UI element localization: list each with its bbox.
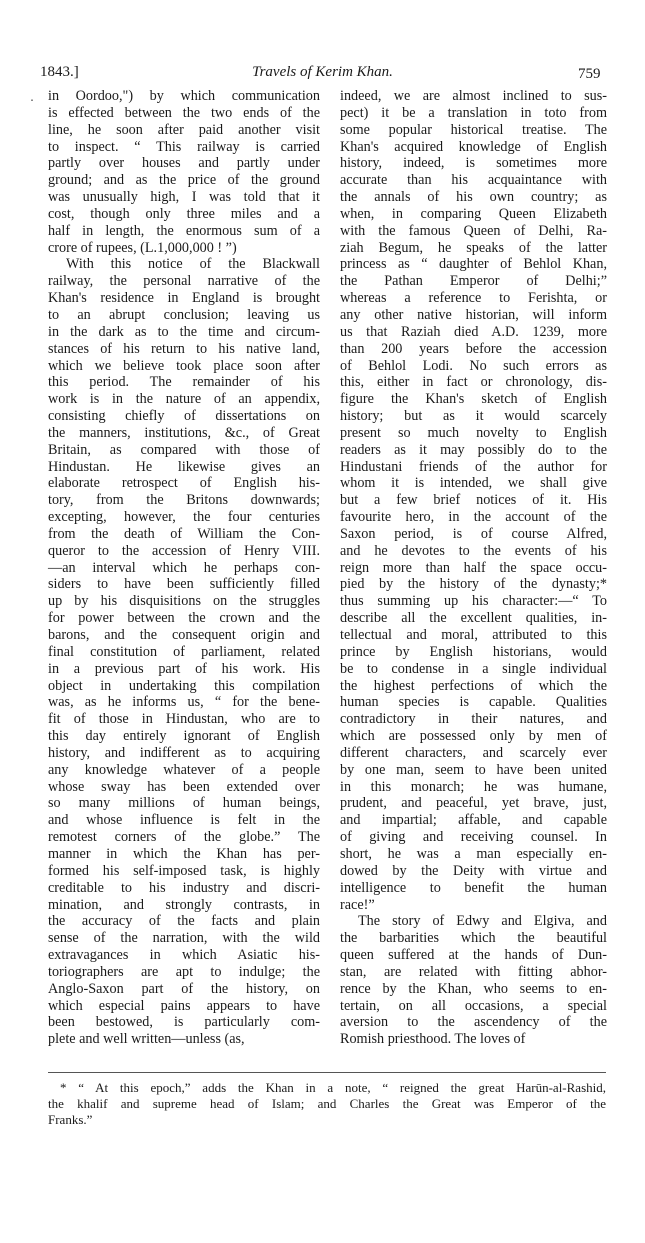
- text-line: tellectual and moral, attributed to this: [340, 627, 607, 643]
- text-line: us that Raziah died A.D. 1239, more: [340, 323, 607, 340]
- text-line: stances of his return to his native land,: [48, 340, 320, 357]
- text-line: when, in comparing Queen Elizabeth: [340, 205, 607, 222]
- text-line: short, he was a man especially en-: [340, 845, 607, 862]
- text-line: intelligence to benefit the human: [340, 879, 607, 896]
- text-line: Anglo-Saxon part of the history, on: [48, 980, 320, 997]
- header-year: 1843.]: [40, 64, 79, 80]
- text-line: cost, though only three miles and a: [48, 205, 320, 222]
- text-line: but a few brief notices of it. His: [340, 492, 607, 509]
- footnote: [48, 1080, 606, 1128]
- text-line: been bestowed, is particularly com-: [48, 1014, 320, 1031]
- text-line: excepting, however, the four centuries: [48, 509, 320, 526]
- text-line: was unusually high, I was told that it: [48, 189, 320, 206]
- text-line: tertain, on all occasions, a special: [340, 997, 607, 1014]
- text-line: pect) it be a translation in toto from: [340, 104, 607, 121]
- text-line: toriographers are apt to indulge; the: [48, 963, 320, 980]
- text-line: contradictory in their natures, and: [340, 711, 607, 728]
- text-line: reign more than half the space occu-: [340, 559, 607, 576]
- text-line: describe all the excellent qualities, in-: [340, 610, 607, 627]
- text-line: be to condense in a single individual: [340, 660, 607, 677]
- text-line: pied by the history of the dynasty;*: [340, 576, 607, 593]
- text-line: Hindustani friends of the author for: [340, 458, 607, 475]
- text-line: favourite hero, in the account of the: [340, 509, 607, 526]
- text-line: final constitution of parliament, related: [48, 643, 320, 660]
- text-line: indeed, we are almost inclined to sus-: [340, 88, 607, 104]
- text-line: ziah Begum, he speaks of the latter: [340, 239, 607, 256]
- text-line: mination, and strongly contrasts, in: [48, 896, 320, 913]
- text-line: with the famous Queen of Delhi, Ra-: [340, 222, 607, 239]
- text-line: which we believe took place soon after: [48, 357, 320, 374]
- text-line: dowed by the Deity with virtue and: [340, 862, 607, 879]
- header-title: Travels of Kerim Khan.: [252, 64, 393, 80]
- text-line: extravagances in which Asiatic his-: [48, 947, 320, 964]
- text-line: to an abrupt conclusion; leaving us: [48, 306, 320, 323]
- text-line: whom it is intended, we shall give: [340, 475, 607, 492]
- text-line: queen suffered at the hands of Dun-: [340, 947, 607, 964]
- footnote-rule: [48, 1072, 606, 1073]
- footnote-line: * “ At this epoch,” adds the Khan in a note, “ reigned the great Harūn-al-Rashid,: [60, 1080, 606, 1095]
- text-line: the manners, institutions, &c., of Great: [48, 424, 320, 441]
- text-line: for power between the crown and the: [48, 610, 320, 627]
- text-line: human species is capable. Qualities: [340, 694, 607, 711]
- text-line: history, and indifferent as to acquiring: [48, 744, 320, 761]
- text-line: of Behlol Lodi. No such errors as: [340, 357, 607, 374]
- text-line: manner in which the Khan has per-: [48, 845, 320, 862]
- text-line: in Oordoo,") by which communication: [48, 88, 320, 104]
- text-line: Hindustan. He likewise gives an: [48, 458, 320, 475]
- text-line: Khan's acquired knowledge of English: [340, 138, 607, 155]
- text-line: some popular historical treatise. The: [340, 121, 607, 138]
- text-line: plete and well written—unless (as,: [48, 1031, 245, 1048]
- page-number: 759: [578, 66, 601, 82]
- text-line: the highest perfections of which the: [340, 677, 607, 694]
- running-header: [0, 64, 645, 84]
- text-line: of giving and receiving counsel. In: [340, 829, 607, 846]
- text-line: accurate than his acquaintance with: [340, 172, 607, 189]
- text-line: prudent, and peaceful, yet brave, just,: [340, 795, 607, 812]
- text-line: ground; and as the price of the ground: [48, 172, 320, 189]
- text-line: sense of the narration, with the wild: [48, 930, 320, 947]
- text-line: Britain, as compared with those of: [48, 441, 320, 458]
- text-line: the Pathan Emperor of Delhi;”: [340, 273, 607, 290]
- text-line: this, either in fact or chronology, dis-: [340, 374, 607, 391]
- text-line: race!”: [340, 896, 375, 913]
- text-line: object in undertaking this compilation: [48, 677, 320, 694]
- footnote-line: the khalif and supreme head of Islam; and Charles the Great was Emperor of the: [48, 1096, 606, 1111]
- text-line: figure the Khan's sketch of English: [340, 391, 607, 408]
- text-line: readers as it may possibly do to the: [340, 441, 607, 458]
- text-line: present so much novelty to English: [340, 424, 607, 441]
- text-line: this period. The remainder of his: [48, 374, 320, 391]
- text-line: in the dark as to the time and circum-: [48, 323, 320, 340]
- text-line: crore of rupees, (L.1,000,000 ! ”): [48, 239, 237, 256]
- left-column: [48, 88, 320, 1048]
- text-line: queror to the accession of Henry VIII.: [48, 542, 320, 559]
- text-line: in a previous part of his work. His: [48, 660, 320, 677]
- text-line: —an interval which he perhaps con-: [48, 559, 320, 576]
- text-line: half in length, the enormous sum of a: [48, 222, 320, 239]
- text-line: With this notice of the Blackwall: [66, 256, 320, 273]
- text-line: any knowledge whatever of a people: [48, 761, 320, 778]
- text-line: partly over houses and partly under: [48, 155, 320, 172]
- text-line: thus summing up his character:—“ To: [340, 593, 607, 610]
- text-line: to inspect. “ This railway is carried: [48, 138, 320, 155]
- text-line: The story of Edwy and Elgiva, and: [358, 913, 607, 930]
- text-line: which especial pains appears to have: [48, 997, 320, 1014]
- text-line: up by his disquisitions on the struggles: [48, 593, 320, 610]
- text-line: is effected between the two ends of the: [48, 104, 320, 121]
- text-line: the annals of his own country; as: [340, 189, 607, 206]
- text-line: remotest corners of the globe.” The: [48, 829, 320, 846]
- text-line: and he devotes to the events of his: [340, 542, 607, 559]
- text-line: consisting chiefly of dissertations on: [48, 408, 320, 425]
- text-line: so many millions of human beings,: [48, 795, 320, 812]
- text-line: tory, from the Britons downwards;: [48, 492, 320, 509]
- text-line: which are possessed only by men of: [340, 728, 607, 745]
- margin-mark: ․: [30, 90, 35, 104]
- text-line: prince by English historians, would: [340, 643, 607, 660]
- text-line: siders to have been sufficiently filled: [48, 576, 320, 593]
- text-line: creditable to his industry and discri-: [48, 879, 320, 896]
- text-line: whereas a reference to Ferishta, or: [340, 290, 607, 307]
- text-line: and whose influence is felt in the: [48, 812, 320, 829]
- text-line: railway, the personal narrative of the: [48, 273, 320, 290]
- text-line: any other native historian, will inform: [340, 306, 607, 323]
- text-line: Romish priesthood. The loves of: [340, 1031, 526, 1048]
- text-line: from the death of William the Con-: [48, 525, 320, 542]
- text-line: than 200 years before the accession: [340, 340, 607, 357]
- text-line: whose sway has been extended over: [48, 778, 320, 795]
- text-line: in this monarch; he was humane,: [340, 778, 607, 795]
- text-line: the barbarities which the beautiful: [340, 930, 607, 947]
- text-line: princess as “ daughter of Behlol Khan,: [340, 256, 607, 273]
- text-line: fit of those in Hindustan, who are to: [48, 711, 320, 728]
- text-line: stan, are related with fitting abhor-: [340, 963, 607, 980]
- text-line: line, he soon after paid another visit: [48, 121, 320, 138]
- text-line: aversion to the ascendency of the: [340, 1014, 607, 1031]
- text-line: and impartial; affable, and capable: [340, 812, 607, 829]
- text-line: barons, and the consequent origin and: [48, 627, 320, 643]
- text-line: the accuracy of the facts and plain: [48, 913, 320, 930]
- text-line: this day entirely ignorant of English: [48, 728, 320, 745]
- footnote-line: Franks.”: [48, 1112, 93, 1127]
- text-line: work is in the nature of an appendix,: [48, 391, 320, 408]
- text-line: history; but as it would scarcely: [340, 408, 607, 425]
- text-line: history, indeed, is sometimes more: [340, 155, 607, 172]
- text-line: elaborate retrospect of English his-: [48, 475, 320, 492]
- right-column: [340, 88, 607, 1048]
- text-line: Saxon period, is of course Alfred,: [340, 525, 607, 542]
- text-line: Khan's residence in England is brought: [48, 290, 320, 307]
- text-line: formed his self-imposed task, is highly: [48, 862, 320, 879]
- text-line: different characters, and scarcely ever: [340, 744, 607, 761]
- text-line: was, as he informs us, “ for the bene-: [48, 694, 320, 711]
- text-line: rence by the Khan, who seems to en-: [340, 980, 607, 997]
- text-line: by one man, seem to have been united: [340, 761, 607, 778]
